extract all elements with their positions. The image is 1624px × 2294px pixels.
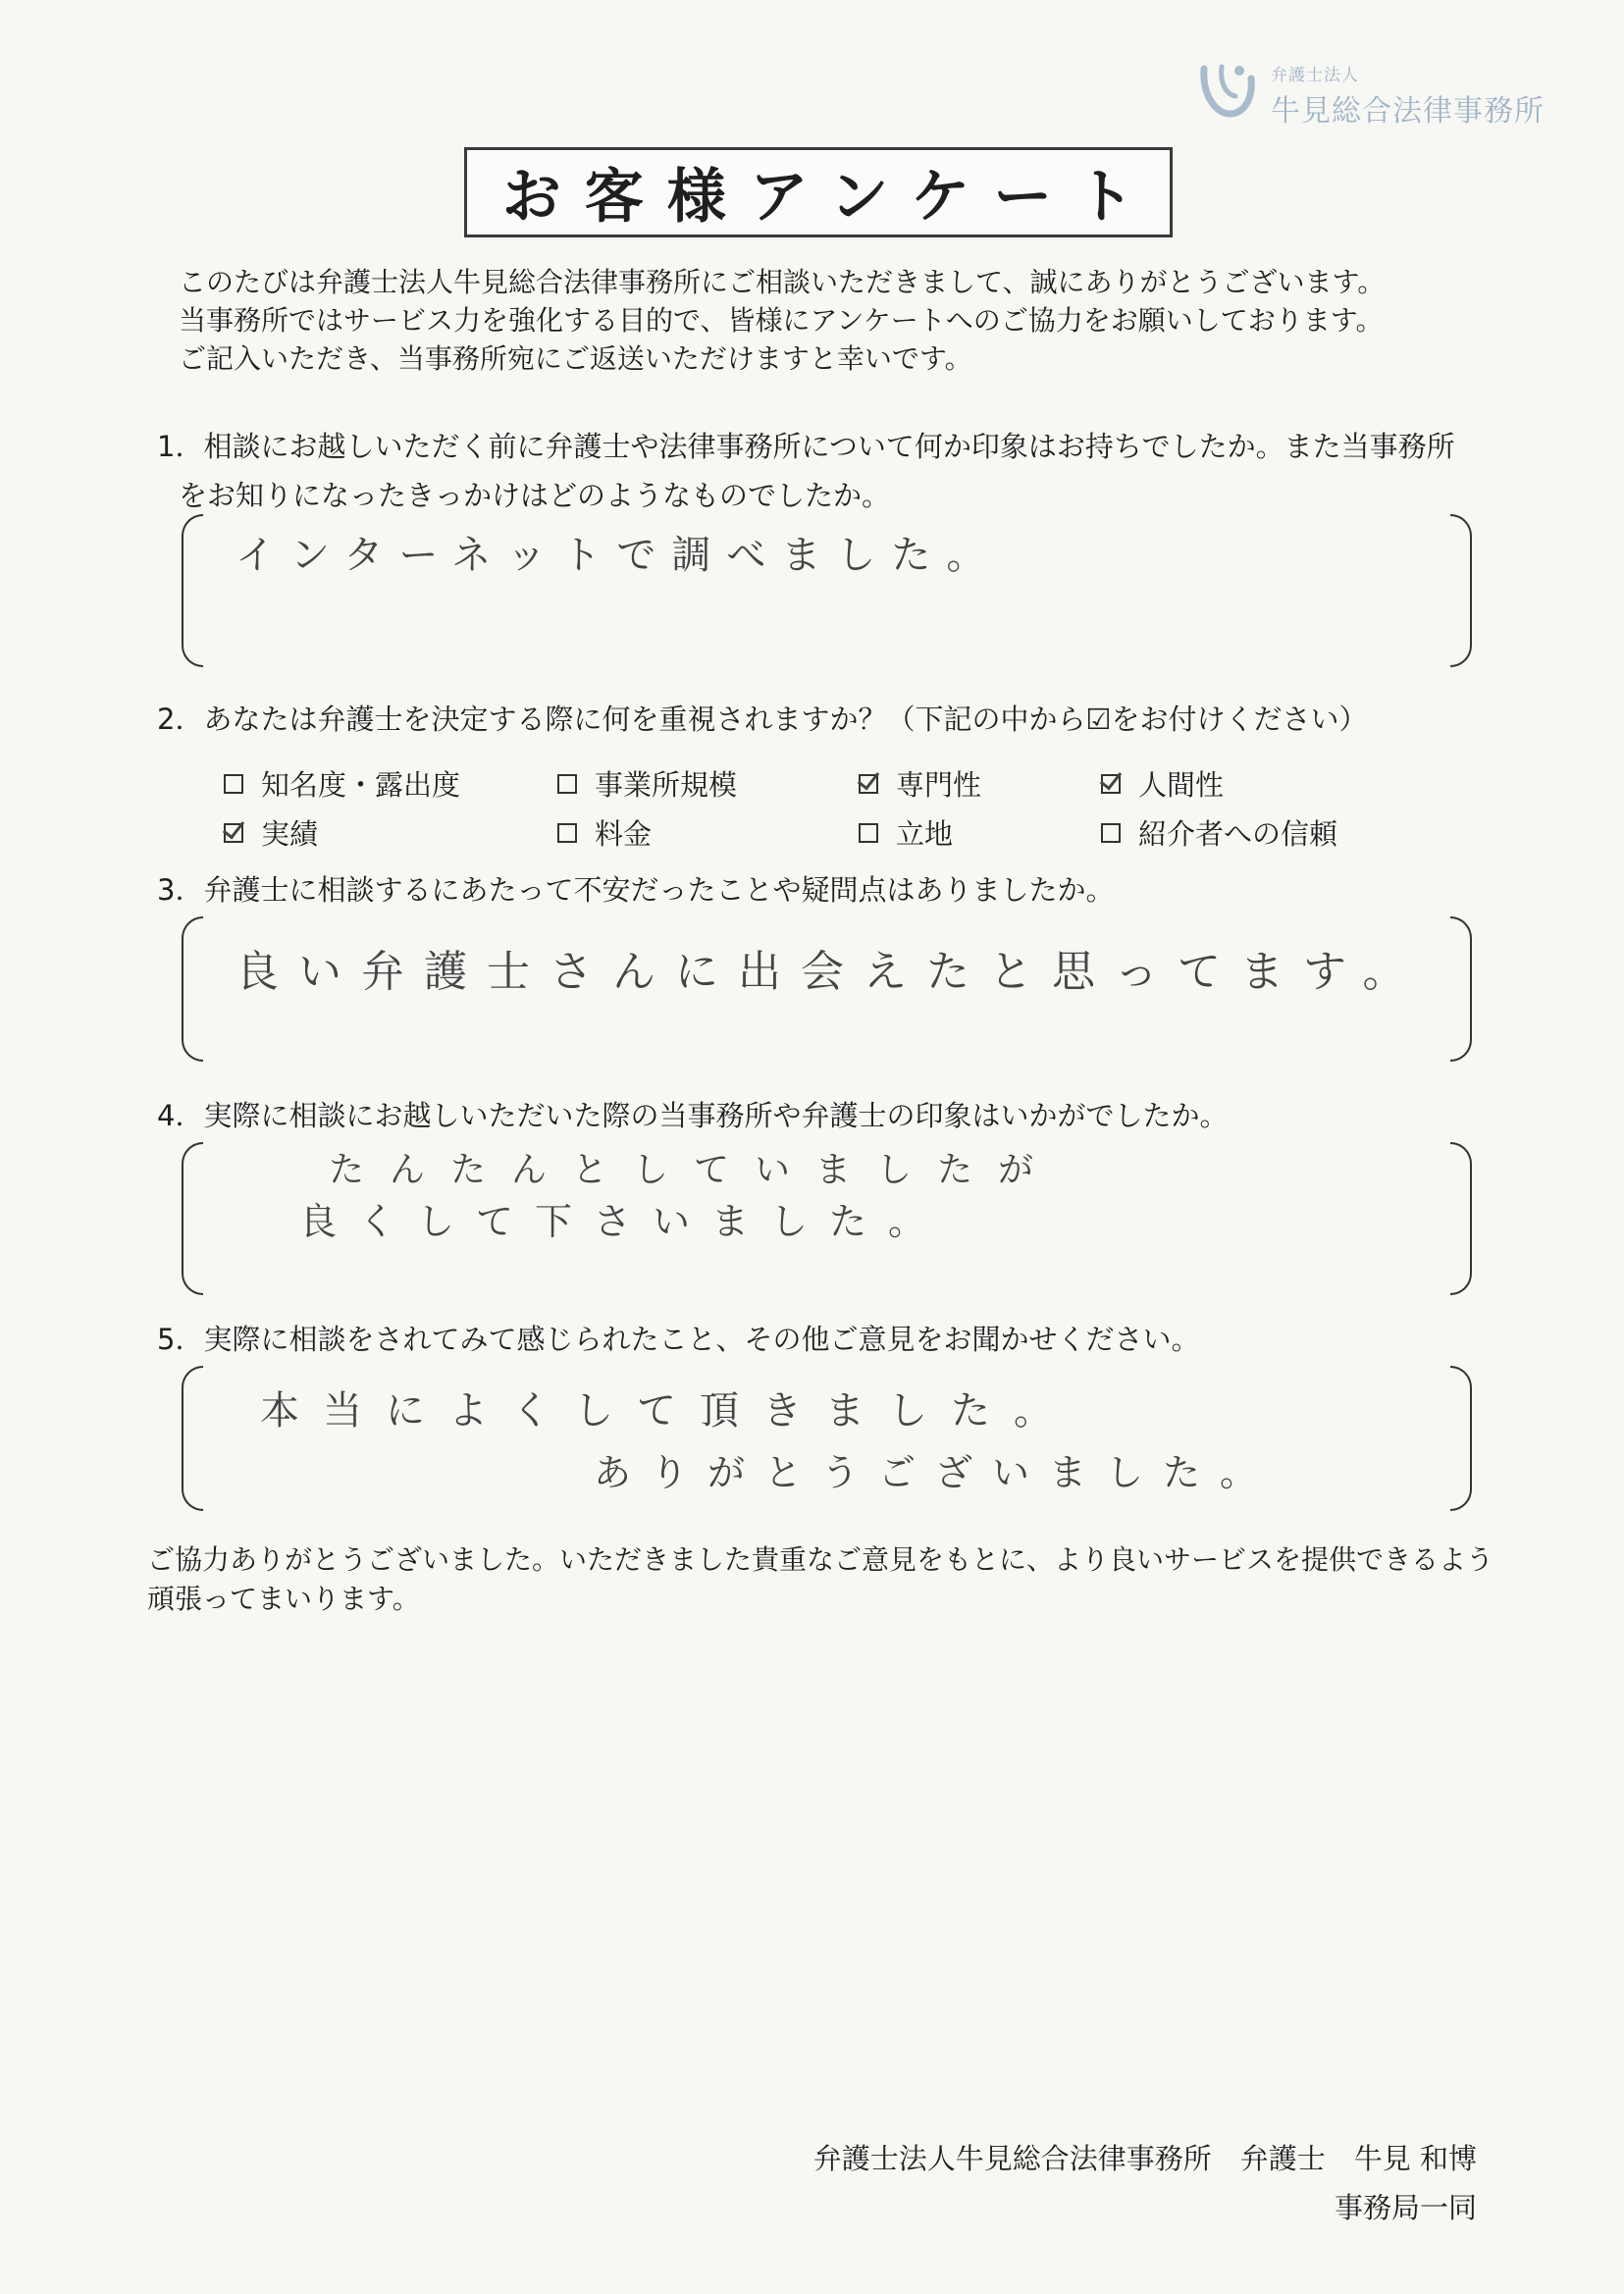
option-location[interactable]: 立地 <box>859 812 953 853</box>
checkbox-icon[interactable] <box>859 823 878 843</box>
question-3: 3．弁護士に相談するにあたって不安だったことや疑問点はありましたか。 <box>157 873 1115 907</box>
logo-firm-name: 牛見総合法律事務所 <box>1271 94 1545 129</box>
answer-5-box[interactable] <box>182 1366 1472 1511</box>
question-2: 2．あなたは弁護士を決定する際に何を重視されますか？（下記の中から☑をお付けください） <box>157 703 1368 736</box>
signature-firm: 弁護士法人牛見総合法律事務所 弁護士 牛見 和博 <box>812 2142 1477 2175</box>
answer-4-line-2: 良くして下さいました。 <box>299 1200 948 1243</box>
closing-line: ご協力ありがとうございました。いただきました貴重なご意見をもとに、より良いサービスを提供できるよう <box>147 1543 1494 1576</box>
question-1-line-1: 1．相談にお越しいただく前に弁護士や法律事務所について何か印象はお持ちでしたか。また当事務所 <box>157 430 1455 463</box>
option-recognition[interactable]: 知名度・露出度 <box>224 763 460 804</box>
option-personality[interactable]: 人間性 <box>1101 763 1224 804</box>
answer-4-line-1: たんたんとしていましたが <box>329 1150 1060 1190</box>
closing-text <box>147 1540 1493 1619</box>
question-1-line-2: をお知りになったきっかけはどのようなものでしたか。 <box>179 479 891 512</box>
option-fee[interactable]: 料金 <box>557 812 652 853</box>
question-1 <box>157 422 1455 520</box>
intro-text <box>179 263 1385 378</box>
firm-logo <box>1192 57 1565 135</box>
intro-line: このたびは弁護士法人牛見総合法律事務所にご相談いただきまして、誠にありがとうございます。 <box>179 266 1386 298</box>
question-5: 5．実際に相談をされてみて感じられたこと、その他ご意見をお聞かせください。 <box>157 1323 1200 1356</box>
firm-logo-icon <box>1192 57 1261 126</box>
intro-line: ご記入いただき、当事務所宛にご返送いただけますと幸いです。 <box>179 342 972 375</box>
title-box <box>464 147 1173 237</box>
page-title: お客様アンケート <box>501 163 1159 232</box>
checked-checkbox-icon[interactable] <box>224 823 243 843</box>
option-firm-size[interactable]: 事業所規模 <box>557 763 737 804</box>
checked-checkbox-icon[interactable] <box>859 774 878 794</box>
answer-3-box[interactable] <box>182 916 1472 1062</box>
checked-checkbox-icon[interactable] <box>1101 774 1121 794</box>
answer-5-line-1: 本当によくして頂きました。 <box>260 1388 1076 1434</box>
question-4: 4．実際に相談にお越しいただいた際の当事務所や弁護士の印象はいかがでしたか。 <box>157 1099 1229 1132</box>
answer-1-text: インターネットで調べました。 <box>236 533 1002 578</box>
option-referrer-trust[interactable]: 紹介者への信頼 <box>1101 812 1337 853</box>
option-track-record[interactable]: 実績 <box>224 812 318 853</box>
answer-5-line-2: ありがとうございました。 <box>594 1451 1278 1494</box>
intro-line: 当事務所ではサービス力を強化する目的で、皆様にアンケートへのご協力をお願いしております。 <box>179 304 1384 337</box>
checkbox-icon[interactable] <box>1101 823 1121 843</box>
closing-line: 頑張ってまいります。 <box>147 1583 420 1615</box>
answer-1-box[interactable] <box>182 514 1472 667</box>
checkbox-icon[interactable] <box>557 774 577 794</box>
checkbox-icon[interactable] <box>557 823 577 843</box>
answer-4-box[interactable] <box>182 1142 1472 1295</box>
option-expertise[interactable]: 専門性 <box>859 763 981 804</box>
answer-3-text: 良い弁護士さんに出会えたと思ってます。 <box>236 947 1426 997</box>
signature-staff: 事務局一同 <box>1334 2191 1477 2224</box>
logo-subtitle: 弁護士法人 <box>1271 66 1359 85</box>
checkbox-icon[interactable] <box>224 774 243 794</box>
